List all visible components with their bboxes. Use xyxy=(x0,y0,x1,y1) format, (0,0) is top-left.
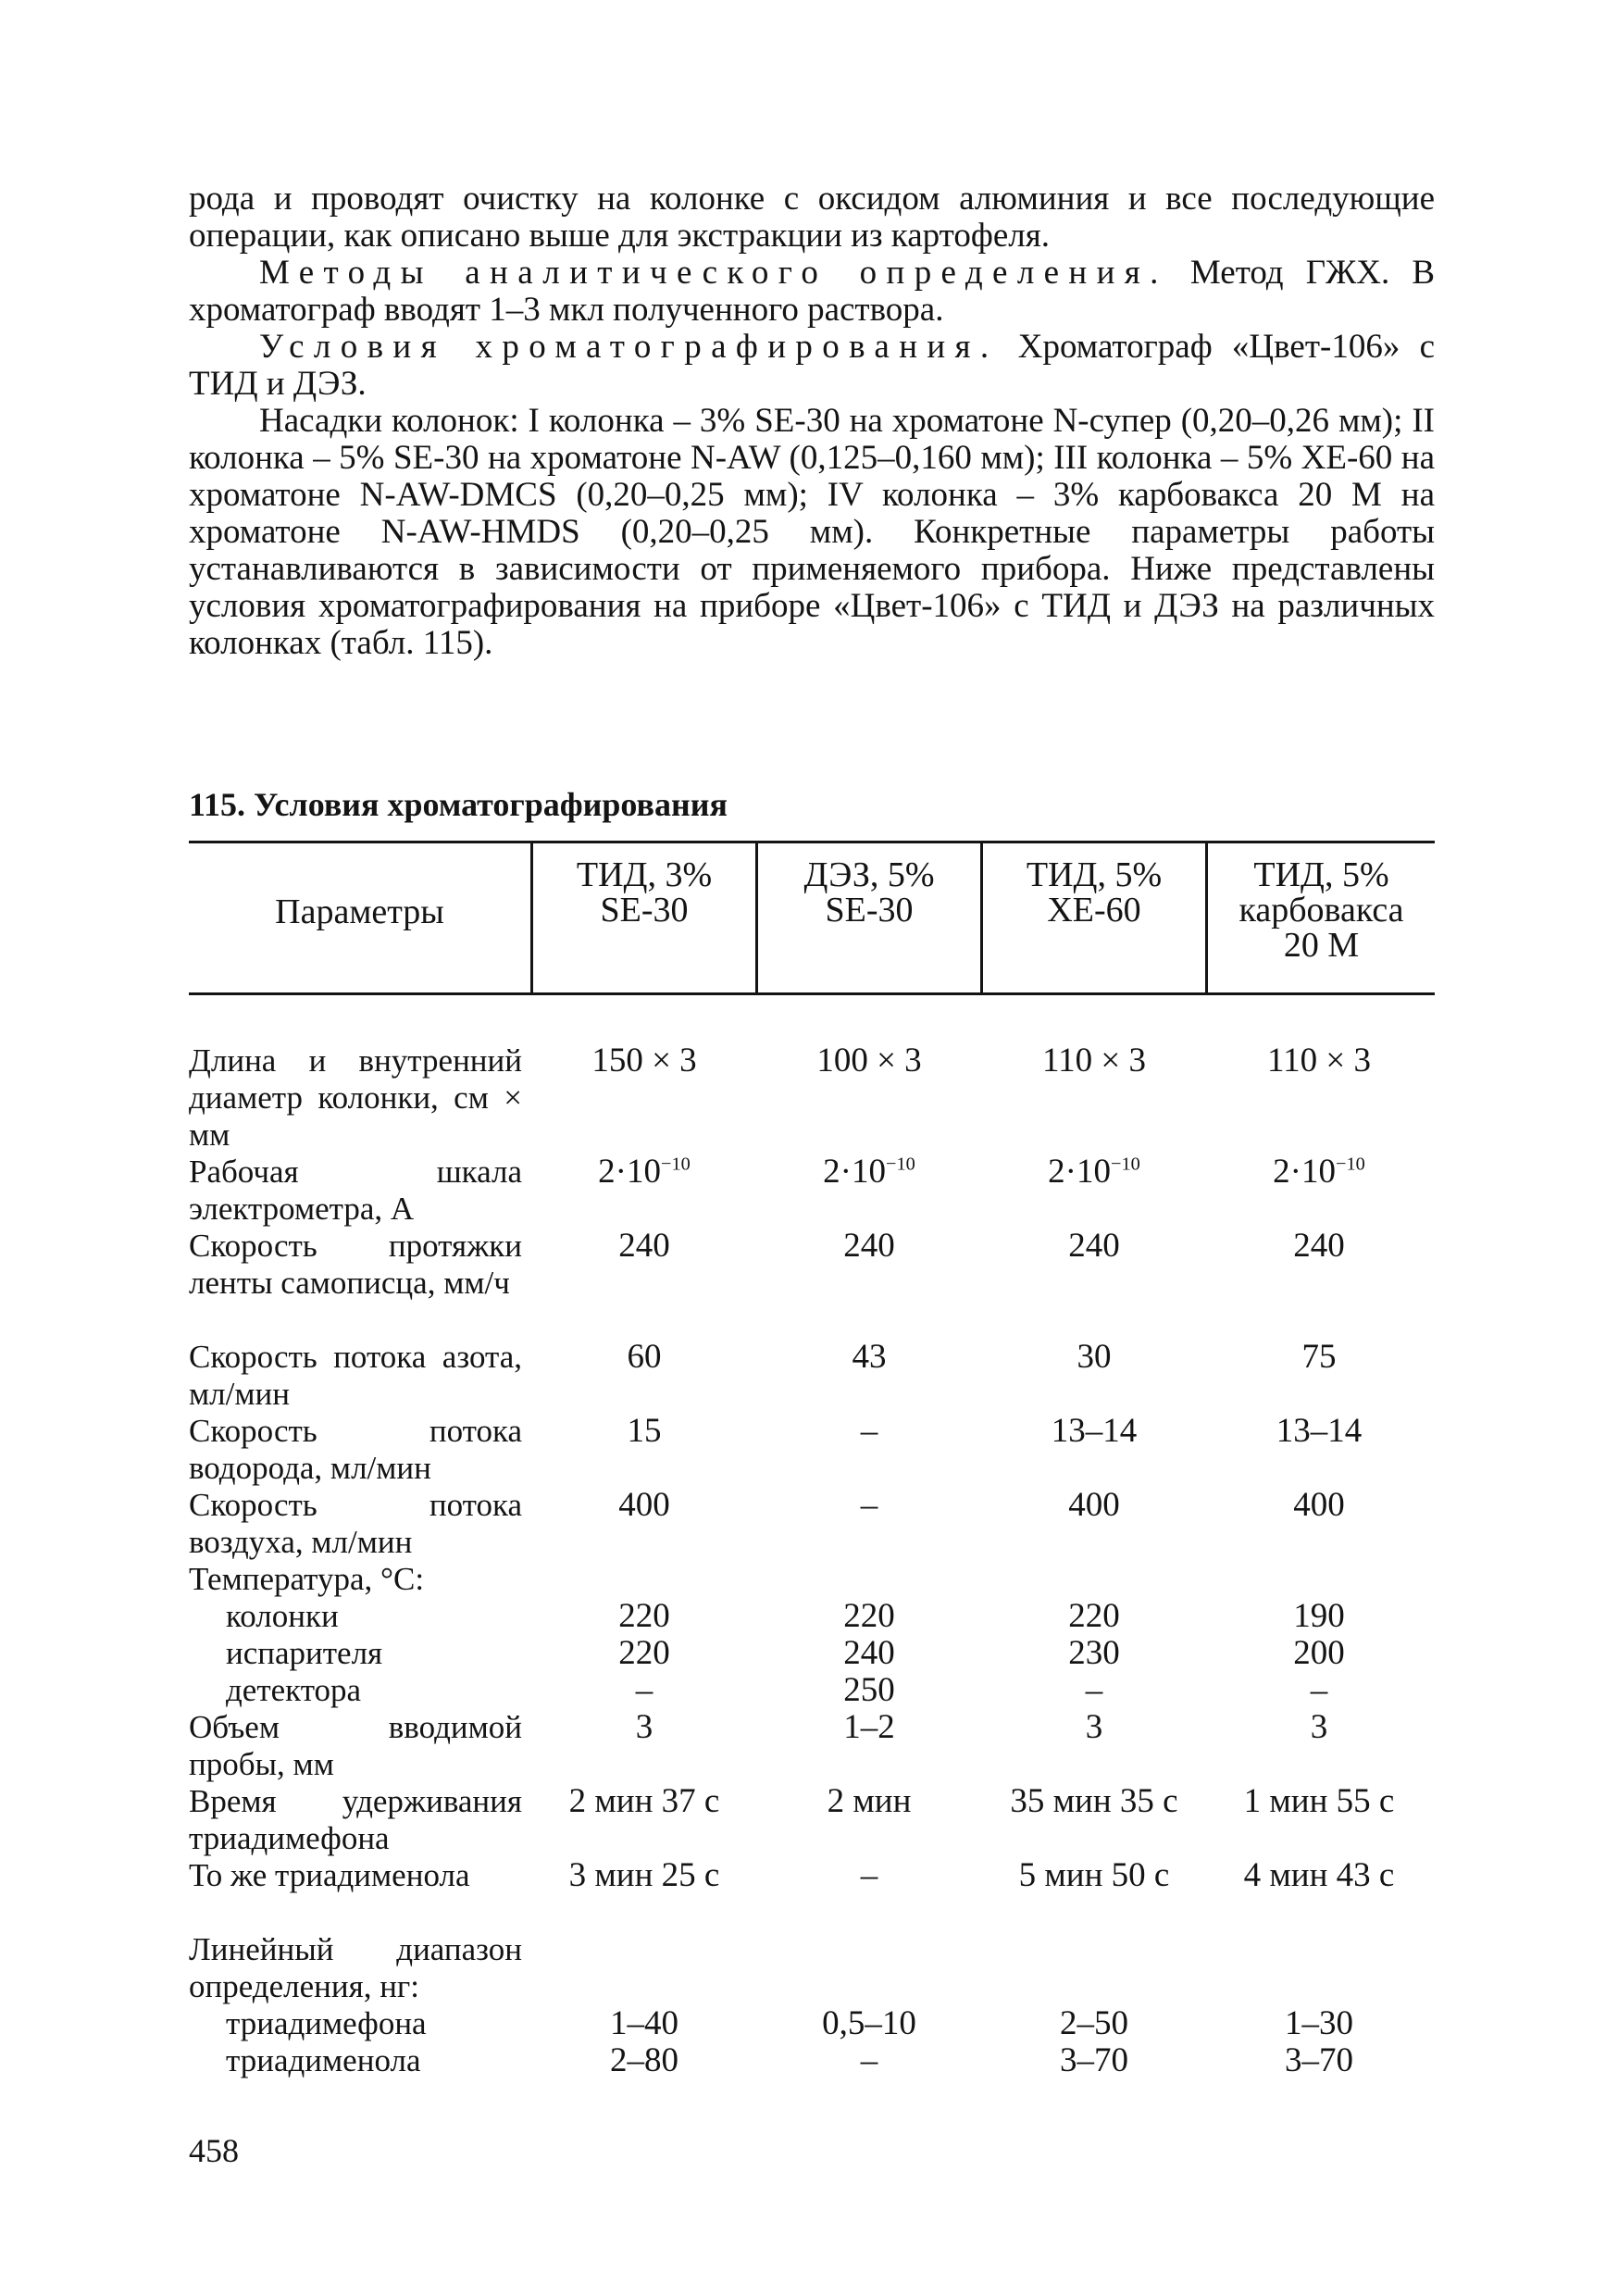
cell-hydrogen-c3: 13–14 xyxy=(1051,1412,1138,1450)
header-line: ДЭЗ, 5% xyxy=(803,855,935,894)
header-line: SE-30 xyxy=(825,891,914,930)
row-label-scale: Рабочая шкала электрометра, А xyxy=(189,1154,522,1227)
header-line: ТИД, 5% xyxy=(1026,855,1163,894)
body-text xyxy=(189,181,1435,662)
cell-nitrogen-c3: 30 xyxy=(1077,1338,1112,1376)
header-parameters: Параметры xyxy=(275,892,444,931)
table-header-rule xyxy=(189,992,1435,995)
row-label-retention-triadimenol: То же триадименола xyxy=(189,1857,470,1893)
paragraph-columns: Насадки колонок: I колонка – 3% SE-30 на хроматоне N-супер (0,20–0,26 мм); II колонка – 5% SE-30 на хроматоне N-AW (0,125–0,160 мм); III колонка – 5% XE-60 на хроматоне N-AW-DMCS (0,20–0,25 мм); IV колонка – 3% карбовакса 20 М на хроматоне N-AW-HMDS (0,20–0,25 мм). Конкретные параметры работы устанавливаются в зависимости от применяемого прибора. Ниже представлены условия хроматографирования на приборе «Цвет-106» с ТИД и ДЭЗ на различных колонках (табл. 115). xyxy=(189,402,1435,662)
cell-linear-triadimefon-c1: 1–40 xyxy=(610,2004,678,2042)
paragraph-methods xyxy=(189,255,1435,329)
cell-air-c2: – xyxy=(860,1486,878,1524)
cell-retention-triadimefon-c3: 35 мин 35 с xyxy=(1010,1782,1178,1820)
cell-retention-triadimenol-c4: 4 мин 43 с xyxy=(1243,1856,1395,1894)
cell-scale-c4: $2\cdot 10^{-10}$ xyxy=(1273,1153,1365,1191)
cell-retention-triadimenol-c3: 5 мин 50 с xyxy=(1018,1856,1170,1894)
cell-scale-c3: $2\cdot 10^{-10}$ xyxy=(1048,1153,1140,1191)
cell-linear-triadimenol-c3: 3–70 xyxy=(1060,2041,1128,2079)
cell-length-c3: 110 × 3 xyxy=(1042,1042,1146,1079)
cell-nitrogen-c2: 43 xyxy=(852,1338,887,1376)
row-label-linear-triadimenol: триадименола xyxy=(226,2042,421,2078)
row-label-air: Скорость потока воздуха, мл/мин xyxy=(189,1487,522,1560)
cell-scale-c2: $2\cdot 10^{-10}$ xyxy=(823,1153,915,1191)
cell-nitrogen-c4: 75 xyxy=(1301,1338,1337,1376)
cell-retention-triadimefon-c2: 2 мин xyxy=(827,1782,912,1820)
row-label-volume: Объем вводимой пробы, мм xyxy=(189,1709,522,1782)
table-top-rule xyxy=(189,841,1435,843)
cell-length-c1: 150 × 3 xyxy=(591,1042,697,1079)
row-label-temp-column: колонки xyxy=(226,1598,339,1634)
header-line: XE-60 xyxy=(1047,891,1141,930)
cell-retention-triadimefon-c1: 2 мин 37 с xyxy=(568,1782,720,1820)
cell-length-c4: 110 × 3 xyxy=(1267,1042,1371,1079)
cell-temp-detector-c3: – xyxy=(1085,1671,1103,1709)
cell-nitrogen-c1: 60 xyxy=(627,1338,662,1376)
cell-linear-triadimenol-c2: – xyxy=(860,2041,878,2079)
row-label-temperature: Температура, °С: xyxy=(189,1561,425,1597)
row-label-length: Длина и внутренний диаметр колонки, см × мм xyxy=(189,1042,522,1153)
cell-temp-column-c3: 220 xyxy=(1068,1597,1120,1635)
cell-retention-triadimenol-c1: 3 мин 25 с xyxy=(568,1856,720,1894)
cell-air-c3: 400 xyxy=(1068,1486,1120,1524)
header-column-1 xyxy=(533,857,755,928)
cell-hydrogen-c1: 15 xyxy=(627,1412,662,1450)
row-label-hydrogen: Скорость потока водорода, мл/мин xyxy=(189,1413,522,1486)
table-caption: 115. Условия хроматографирования xyxy=(189,786,728,823)
cell-air-c4: 400 xyxy=(1293,1486,1345,1524)
header-line: карбовакса xyxy=(1238,891,1404,930)
cell-linear-triadimefon-c4: 1–30 xyxy=(1285,2004,1353,2042)
cell-temp-column-c1: 220 xyxy=(618,1597,670,1635)
cell-volume-c4: 3 xyxy=(1310,1708,1328,1746)
cell-temp-detector-c1: – xyxy=(635,1671,653,1709)
cell-speed-c2: 240 xyxy=(843,1227,895,1265)
row-label-linear-range: Линейный диапазон определения, нг: xyxy=(189,1931,522,2004)
header-column-2 xyxy=(758,857,980,928)
page-number: 458 xyxy=(189,2132,239,2169)
cell-volume-c2: 1–2 xyxy=(843,1708,895,1746)
cell-temp-column-c2: 220 xyxy=(843,1597,895,1635)
cell-speed-c4: 240 xyxy=(1293,1227,1345,1265)
cell-hydrogen-c2: – xyxy=(860,1412,878,1450)
header-line: ТИД, 3% xyxy=(576,855,713,894)
header-line: SE-30 xyxy=(600,891,689,930)
row-label-nitrogen: Скорость потока азота, мл/мин xyxy=(189,1339,522,1412)
row-label-retention-triadimefon: Время удерживания триадимефона xyxy=(189,1783,522,1856)
cell-retention-triadimefon-c4: 1 мин 55 с xyxy=(1243,1782,1395,1820)
row-label-linear-triadimefon: триадимефона xyxy=(226,2005,427,2041)
paragraph-conditions xyxy=(189,329,1435,403)
cell-linear-triadimenol-c1: 2–80 xyxy=(610,2041,678,2079)
cell-speed-c1: 240 xyxy=(618,1227,670,1265)
methods-heading: Методы аналитического определения. xyxy=(259,254,1168,292)
header-column-3 xyxy=(983,857,1205,928)
cell-temp-detector-c2: 250 xyxy=(843,1671,895,1709)
methods-text: Метод ГЖХ. В хроматограф вводят 1–3 мкл полученного раствора. xyxy=(189,254,1436,329)
cell-hydrogen-c4: 13–14 xyxy=(1276,1412,1363,1450)
cell-linear-triadimefon-c3: 2–50 xyxy=(1060,2004,1128,2042)
cell-air-c1: 400 xyxy=(618,1486,670,1524)
cell-temp-evaporator-c3: 230 xyxy=(1068,1634,1120,1672)
cell-temp-evaporator-c1: 220 xyxy=(618,1634,670,1672)
cell-scale-c1: $2\cdot 10^{-10}$ xyxy=(598,1153,691,1191)
cell-volume-c3: 3 xyxy=(1085,1708,1103,1746)
cell-length-c2: 100 × 3 xyxy=(816,1042,922,1079)
cell-temp-column-c4: 190 xyxy=(1293,1597,1345,1635)
cell-temp-detector-c4: – xyxy=(1310,1671,1328,1709)
cell-retention-triadimenol-c2: – xyxy=(860,1856,878,1894)
conditions-heading: Условия хроматографирования. xyxy=(259,328,999,366)
header-line: 20 М xyxy=(1283,926,1360,965)
cell-linear-triadimefon-c2: 0,5–10 xyxy=(822,2004,916,2042)
header-line: ТИД, 5% xyxy=(1253,855,1389,894)
cell-temp-evaporator-c4: 200 xyxy=(1293,1634,1345,1672)
row-label-temp-evaporator: испарителя xyxy=(226,1635,383,1671)
cell-volume-c1: 3 xyxy=(635,1708,653,1746)
row-label-speed: Скорость протяжки ленты самописца, мм/ч xyxy=(189,1228,522,1301)
row-label-temp-detector: детектора xyxy=(226,1672,362,1708)
cell-linear-triadimenol-c4: 3–70 xyxy=(1285,2041,1353,2079)
cell-speed-c3: 240 xyxy=(1068,1227,1120,1265)
conditions-text: Хроматограф «Цвет-106» с ТИД и ДЭЗ. xyxy=(189,328,1435,403)
paragraph-continuation: рода и проводят очистку на колонке с оксидом алюминия и все последующие операции, как описано выше для экстракции из картофеля. xyxy=(189,180,1435,255)
cell-temp-evaporator-c2: 240 xyxy=(843,1634,895,1672)
header-column-4 xyxy=(1208,857,1435,963)
